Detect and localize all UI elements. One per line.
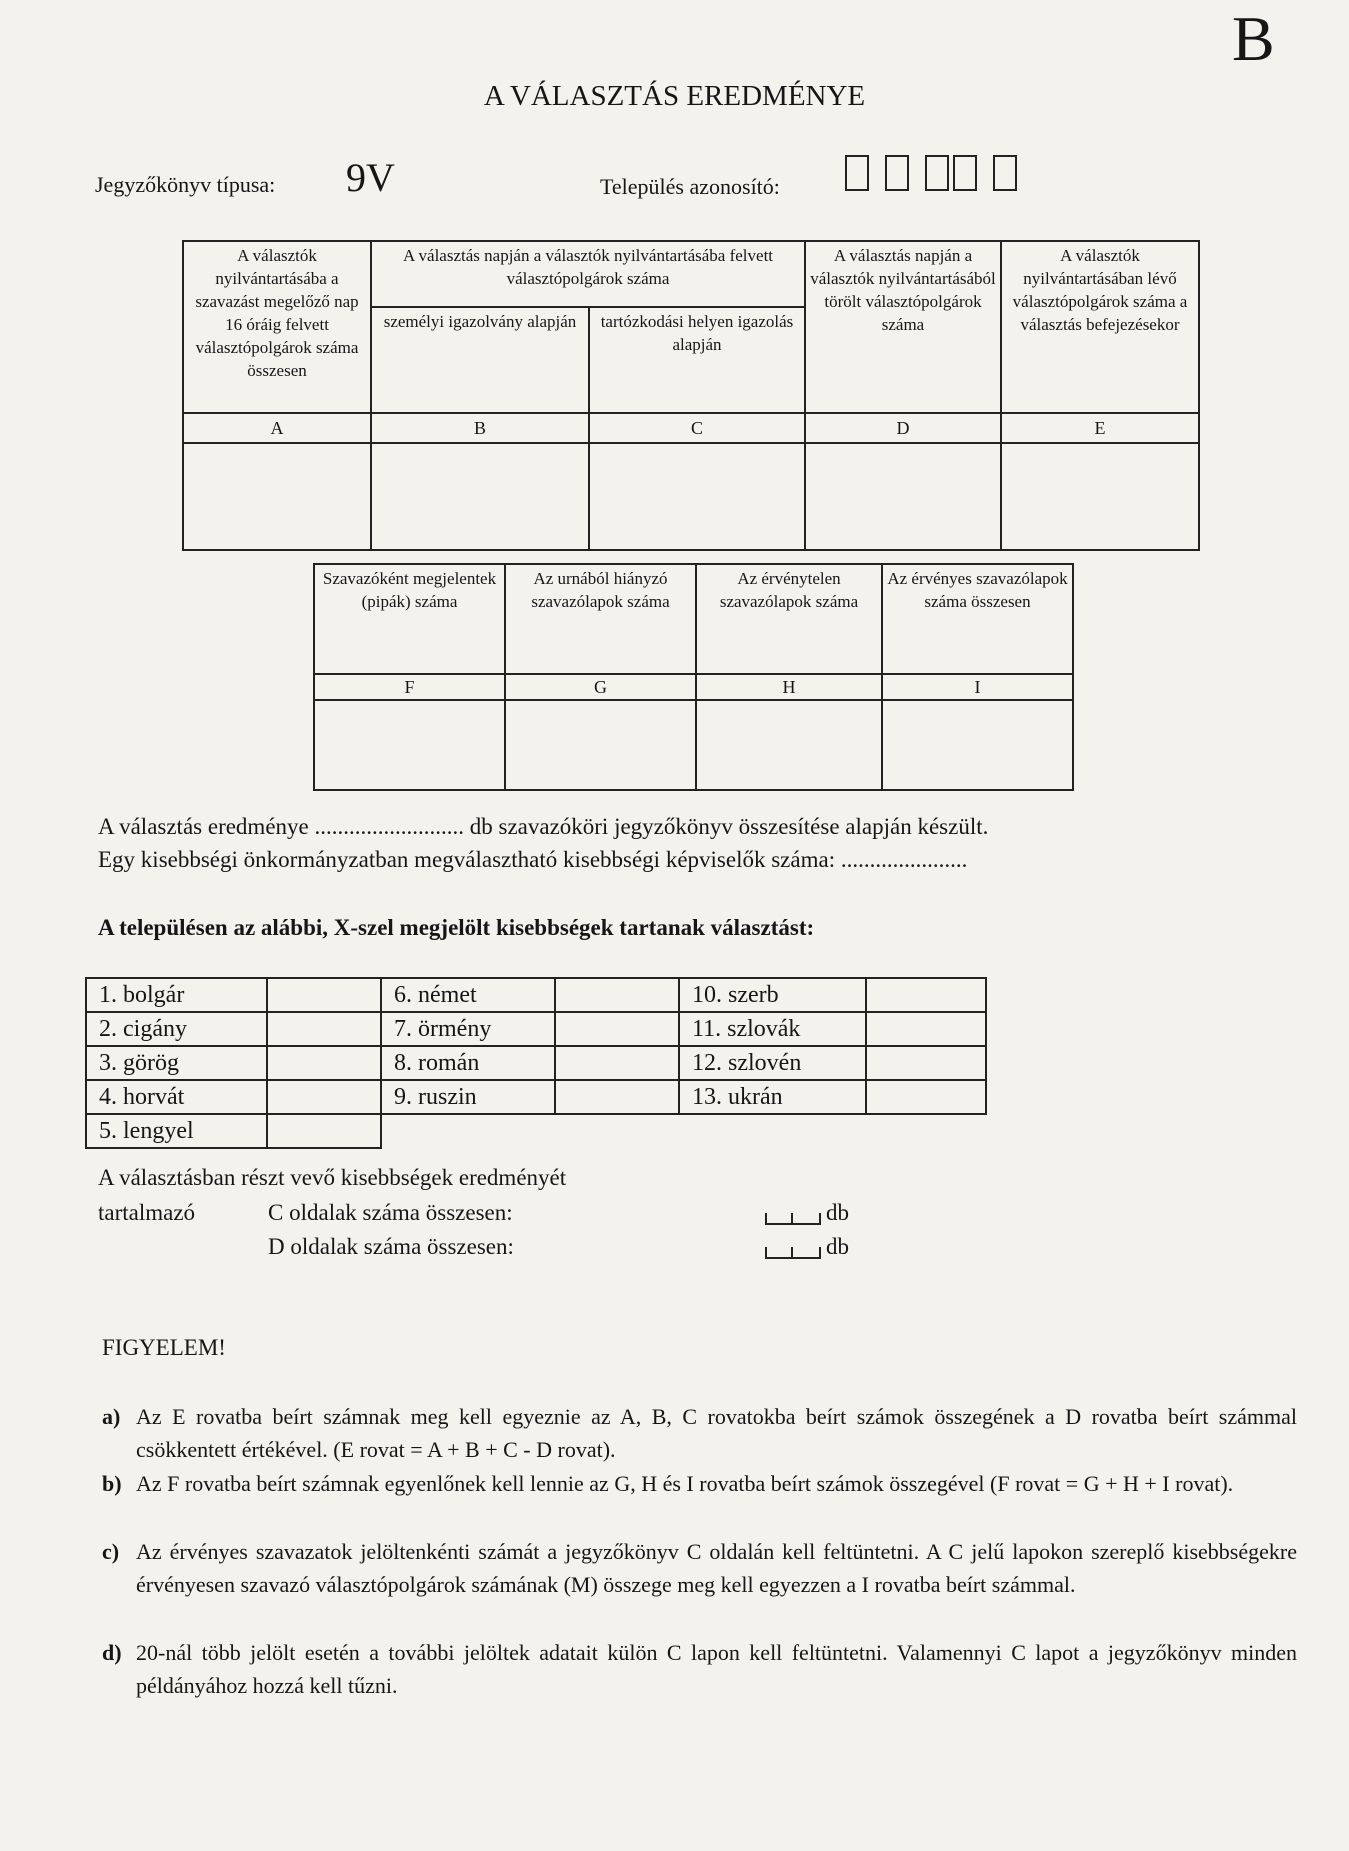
column-b-header: személyi igazolvány alapján bbox=[371, 307, 589, 413]
column-c-header: tartózkodási helyen igazolás alapján bbox=[589, 307, 805, 413]
column-h-header: Az érvénytelen szavazólapok száma bbox=[696, 564, 882, 674]
value-cell-c[interactable] bbox=[589, 443, 805, 550]
minority-label: 13. ukrán bbox=[679, 1080, 866, 1114]
ballots-table bbox=[313, 563, 1074, 791]
note-b bbox=[102, 1467, 1297, 1500]
column-d-header: A választás napján a választók nyilvántartásából törölt választópolgárok száma bbox=[805, 241, 1001, 413]
minority-label: 9. ruszin bbox=[381, 1080, 555, 1114]
settlement-id-box[interactable] bbox=[993, 155, 1017, 191]
minorities-table bbox=[85, 977, 987, 1149]
column-letter-c: C bbox=[589, 413, 805, 443]
column-letter-g: G bbox=[505, 674, 696, 700]
result-basis-line: A választás eredménye .......................... db szavazóköri jegyzőkönyv összesítése alapján készült. bbox=[98, 814, 989, 839]
minority-label: 2. cigány bbox=[86, 1012, 267, 1046]
value-cell-f[interactable] bbox=[314, 700, 505, 790]
minority-label: 10. szerb bbox=[679, 978, 866, 1012]
note-text: Az F rovatba beírt számnak egyenlőnek kell lennie az G, H és I rovatba beírt számok összegével (F rovat = G + H + I rovat). bbox=[136, 1471, 1234, 1496]
settlement-id-box[interactable] bbox=[953, 155, 977, 191]
value-cell-g[interactable] bbox=[505, 700, 696, 790]
column-i-header: Az érvényes szavazólapok száma összesen bbox=[882, 564, 1073, 674]
attention-title: FIGYELEM! bbox=[102, 1335, 226, 1360]
pages-count-intro-cont: tartalmazó bbox=[98, 1200, 196, 1225]
settlement-id-box[interactable] bbox=[925, 155, 949, 191]
minority-mark-cell[interactable] bbox=[267, 1012, 381, 1046]
column-letter-i: I bbox=[882, 674, 1073, 700]
value-cell-a[interactable] bbox=[183, 443, 371, 550]
minority-mark-cell[interactable] bbox=[555, 978, 679, 1012]
minority-mark-cell[interactable] bbox=[267, 1046, 381, 1080]
minority-label: 6. német bbox=[381, 978, 555, 1012]
minority-mark-cell[interactable] bbox=[555, 1012, 679, 1046]
minority-mark-cell[interactable] bbox=[866, 978, 986, 1012]
protocol-type-value: 9V bbox=[346, 155, 395, 200]
pages-count-intro: A választásban részt vevő kisebbségek eredményét bbox=[98, 1165, 567, 1190]
value-cell-i[interactable] bbox=[882, 700, 1073, 790]
column-letter-f: F bbox=[314, 674, 505, 700]
value-cell-h[interactable] bbox=[696, 700, 882, 790]
empty-cell bbox=[381, 1114, 555, 1148]
column-bc-group-header: A választás napján a választók nyilvántartásába felvett választópolgárok száma bbox=[371, 241, 805, 307]
value-cell-e[interactable] bbox=[1001, 443, 1199, 550]
column-letter-e: E bbox=[1001, 413, 1199, 443]
column-letter-a: A bbox=[183, 413, 371, 443]
minority-mark-cell[interactable] bbox=[555, 1046, 679, 1080]
note-a bbox=[102, 1400, 1297, 1466]
minority-label: 5. lengyel bbox=[86, 1114, 267, 1148]
note-label: b) bbox=[102, 1471, 122, 1496]
value-cell-b[interactable] bbox=[371, 443, 589, 550]
minority-mark-cell[interactable] bbox=[267, 1080, 381, 1114]
settlement-id-boxes bbox=[845, 155, 1021, 191]
column-letter-d: D bbox=[805, 413, 1001, 443]
note-text: Az érvényes szavazatok jelöltenkénti számát a jegyzőkönyv C oldalán kell feltüntetni. A C jelű lapokon szereplő kisebbségekre érvényesen szavazó választópolgárok számának (M) összege meg kell egyezzen a I rovatba beírt számmal. bbox=[136, 1539, 1297, 1597]
column-g-header: Az urnából hiányzó szavazólapok száma bbox=[505, 564, 696, 674]
minority-mark-cell[interactable] bbox=[555, 1080, 679, 1114]
note-c bbox=[102, 1535, 1297, 1601]
protocol-type-label: Jegyzőkönyv típusa: bbox=[95, 172, 276, 197]
minority-label: 7. örmény bbox=[381, 1012, 555, 1046]
minority-label: 4. horvát bbox=[86, 1080, 267, 1114]
column-letter-h: H bbox=[696, 674, 882, 700]
minority-mark-cell[interactable] bbox=[866, 1080, 986, 1114]
column-e-header: A választók nyilvántartásában lévő választópolgárok száma a választás befejezésekor bbox=[1001, 241, 1199, 413]
note-label: c) bbox=[102, 1539, 120, 1564]
minority-mark-cell[interactable] bbox=[267, 978, 381, 1012]
page-letter: B bbox=[1232, 3, 1275, 74]
note-text: 20-nál több jelölt esetén a további jelöltek adatait külön C lapon kell feltüntetni. Valamennyi C lapot a jegyzőkönyv minden példányához hozzá kell tűzni. bbox=[136, 1640, 1297, 1698]
minority-label: 11. szlovák bbox=[679, 1012, 866, 1046]
c-pages-digit-boxes[interactable] bbox=[765, 1212, 821, 1230]
column-letter-b: B bbox=[371, 413, 589, 443]
c-pages-label: C oldalak száma összesen: bbox=[268, 1200, 513, 1225]
empty-cell bbox=[555, 1114, 679, 1148]
c-pages-unit: db bbox=[826, 1200, 849, 1225]
settlement-id-box[interactable] bbox=[885, 155, 909, 191]
column-a-header: A választók nyilvántartásába a szavazást megelőző nap 16 óráig felvett választópolgárok száma összesen bbox=[183, 241, 371, 413]
minority-label: 3. görög bbox=[86, 1046, 267, 1080]
settlement-id-label: Település azonosító: bbox=[600, 174, 780, 199]
minority-label: 12. szlovén bbox=[679, 1046, 866, 1080]
minority-mark-cell[interactable] bbox=[866, 1012, 986, 1046]
page-title: A VÁLASZTÁS EREDMÉNYE bbox=[483, 80, 866, 112]
d-pages-digit-boxes[interactable] bbox=[765, 1246, 821, 1264]
value-cell-d[interactable] bbox=[805, 443, 1001, 550]
empty-cell bbox=[866, 1114, 986, 1148]
d-pages-unit: db bbox=[826, 1234, 849, 1259]
note-label: d) bbox=[102, 1640, 122, 1665]
note-d bbox=[102, 1636, 1297, 1702]
d-pages-label: D oldalak száma összesen: bbox=[268, 1234, 514, 1259]
minority-mark-cell[interactable] bbox=[267, 1114, 381, 1148]
voter-register-table bbox=[182, 240, 1200, 551]
note-text: Az E rovatba beírt számnak meg kell egyeznie az A, B, C rovatokba beírt számok összegének a D rovatba beírt számmal csökkentett értékével. (E rovat = A + B + C - D rovat). bbox=[136, 1404, 1297, 1462]
minority-label: 8. román bbox=[381, 1046, 555, 1080]
minority-label: 1. bolgár bbox=[86, 978, 267, 1012]
settlement-id-box[interactable] bbox=[845, 155, 869, 191]
representatives-count-line: Egy kisebbségi önkormányzatban megválasztható kisebbségi képviselők száma: ...................... bbox=[98, 847, 968, 872]
column-f-header: Szavazóként megjelentek (pipák) száma bbox=[314, 564, 505, 674]
minorities-heading: A településen az alábbi, X-szel megjelölt kisebbségek tartanak választást: bbox=[98, 915, 815, 940]
note-label: a) bbox=[102, 1404, 121, 1429]
minority-mark-cell[interactable] bbox=[866, 1046, 986, 1080]
empty-cell bbox=[679, 1114, 866, 1148]
